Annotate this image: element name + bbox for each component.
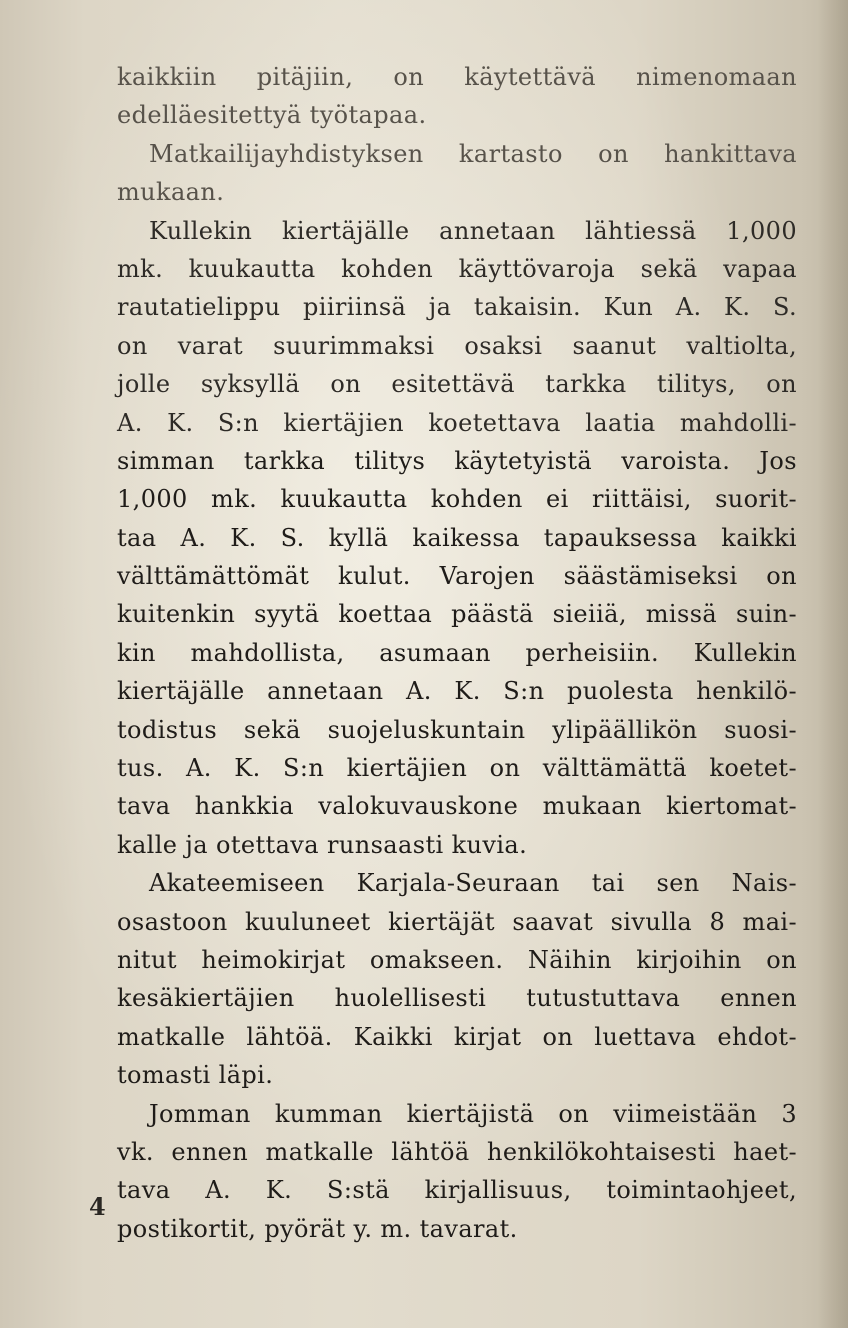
text-line: tus. A. K. S:n kiertäjien on välttämättä koetet-	[117, 754, 797, 783]
paragraph-start-line: Akateemiseen Karjala-Seuraan tai sen Nais-	[149, 869, 797, 898]
text-line: vk. ennen matkalle lähtöä henkilökohtaisesti haet-	[117, 1137, 797, 1166]
text-line: rautatielippu piiriinsä ja takaisin. Kun A. K. S.	[117, 293, 797, 322]
text-line: kalle ja otettava runsaasti kuvia.	[117, 830, 528, 859]
text-line: jolle syksyllä on esitettävä tarkka tilitys, on	[117, 370, 797, 399]
text-line: postikortit, pyörät y. m. tavarat.	[117, 1214, 518, 1243]
text-line: mk. kuukautta kohden käyttövaroja sekä vapaa	[117, 254, 797, 283]
text-line: kin mahdollista, asumaan perheisiin. Kullekin	[117, 638, 797, 667]
text-line: välttämättömät kulut. Varojen säästämiseksi on	[117, 562, 797, 591]
text-line: simman tarkka tilitys käytetyistä varoista. Jos	[117, 446, 797, 475]
text-line: osastoon kuuluneet kiertäjät saavat sivulla 8 mai-	[117, 907, 797, 936]
text-line: todistus sekä suojeluskuntain ylipäällikön suosi-	[117, 715, 797, 744]
text-line: taa A. K. S. kyllä kaikessa tapauksessa kaikki	[117, 523, 797, 552]
text-line: 1,000 mk. kuukautta kohden ei riittäisi, suorit-	[117, 485, 797, 514]
text-line: edelläesitettyä työtapaa.	[117, 101, 427, 130]
paragraph-start-line: Jomman kumman kiertäjistä on viimeistään 3	[149, 1099, 797, 1128]
text-line: tomasti läpi.	[117, 1061, 274, 1090]
body-text	[117, 58, 797, 1248]
text-line: kesäkiertäjien huolellisesti tutustuttava ennen	[117, 984, 797, 1013]
text-line: mukaan.	[117, 178, 225, 207]
text-line: A. K. S:n kiertäjien koetettava laatia mahdolli-	[117, 408, 797, 437]
paragraph-start-line: Matkailijayhdistyksen kartasto on hankittava	[149, 139, 797, 168]
paragraph-start-line: Kullekin kiertäjälle annetaan lähtiessä 1,000	[149, 216, 797, 245]
text-line: kaikkiin pitäjiin, on käytettävä nimenomaan	[117, 63, 797, 91]
text-line: kiertäjälle annetaan A. K. S:n puolesta henkilö-	[117, 677, 797, 706]
text-line: tava A. K. S:stä kirjallisuus, toimintaohjeet,	[117, 1176, 797, 1205]
text-line: tava hankkia valokuvauskone mukaan kiertomat-	[117, 792, 797, 821]
text-line: matkalle lähtöä. Kaikki kirjat on luettava ehdot-	[117, 1022, 797, 1051]
text-line: kuitenkin syytä koettaa päästä sieiiä, missä suin-	[117, 600, 797, 629]
text-line: nitut heimokirjat omakseen. Näihin kirjoihin on	[117, 945, 797, 974]
page-number: 4	[89, 1192, 106, 1221]
text-line: on varat suurimmaksi osaksi saanut valtiolta,	[117, 331, 797, 360]
